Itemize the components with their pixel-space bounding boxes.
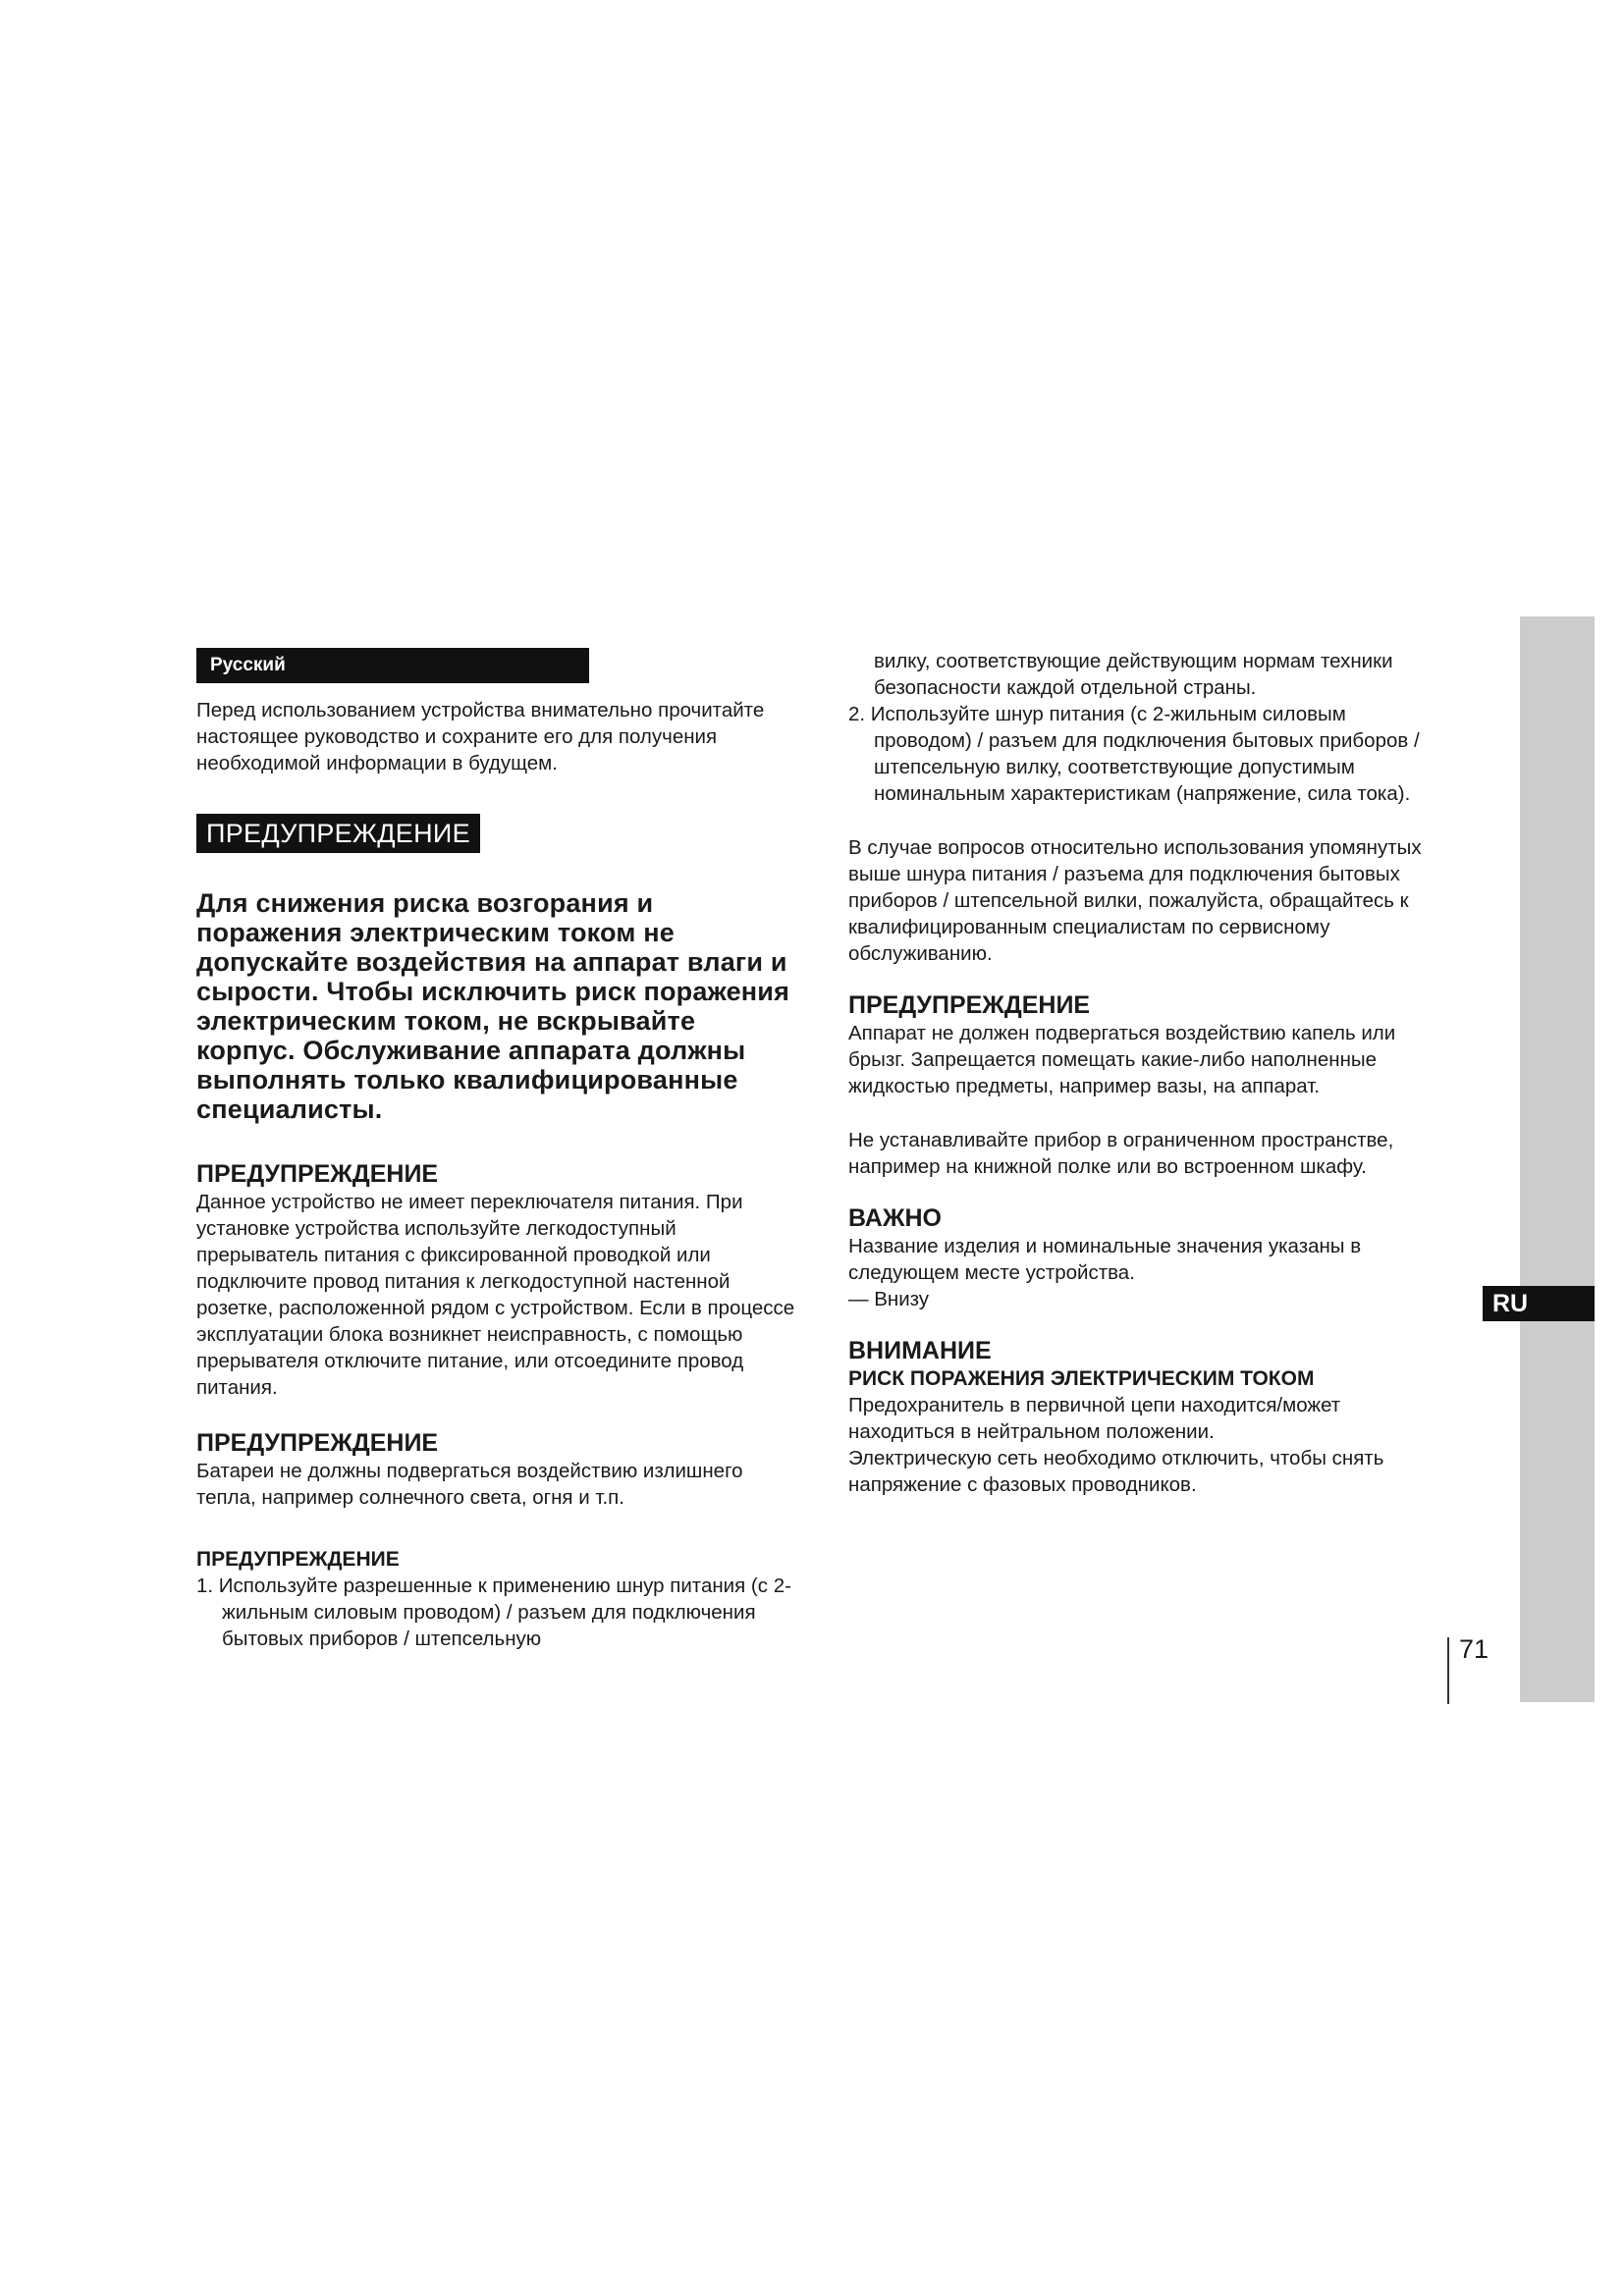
page-number: 71	[1459, 1634, 1489, 1664]
language-tab: RU	[1483, 1286, 1595, 1321]
page-number-rule	[1447, 1637, 1449, 1704]
list-item: 2. Используйте шнур питания (с 2-жильным силовым проводом) / разъем для подключения бытовых приборов / штепсельную вилку, соответствующие допустимым номинальным характеристикам (напряжение, сила тока).	[848, 703, 1420, 805]
section-heading: ВАЖНО	[848, 1204, 942, 1232]
list-item-continuation: вилку, соответствующие действующим нормам техники безопасности каждой отдельной страны.	[874, 650, 1393, 699]
list-item: 1. Используйте разрешенные к применению шнур питания (с 2-жильным силовым проводом) / разъем для подключения бытовых приборов / штепсельную	[196, 1575, 791, 1650]
section-heading: ПРЕДУПРЕЖДЕНИЕ	[196, 1548, 400, 1571]
power-cord-list	[196, 1573, 795, 1652]
section-location: — Внизу	[848, 1288, 930, 1310]
section-text: Аппарат не должен подвергаться воздействию капель или брызг. Запрещается помещать какие-либо наполненные жидкостью предметы, например вазы, на аппарат.	[848, 1022, 1396, 1097]
language-header: Русский	[196, 648, 589, 683]
section-text: Предохранитель в первичной цепи находится/может находиться в нейтральном положении.	[848, 1394, 1341, 1443]
section-heading: ПРЕДУПРЕЖДЕНИЕ	[196, 1160, 439, 1188]
warning-bold-text: Для снижения риска возгорания и поражения электрическим током не допускайте воздействия на аппарат влаги и сырости. Чтобы исключить риск поражения электрическим током, не вскрывайте корпус. Обслуживание аппарата должны выполнять только квалифицированные специалисты.	[196, 888, 790, 1124]
section-subheading: РИСК ПОРАЖЕНИЯ ЭЛЕКТРИЧЕСКИМ ТОКОМ	[848, 1367, 1315, 1390]
left-column	[196, 648, 795, 1652]
section-text: Электрическую сеть необходимо отключить, чтобы снять напряжение с фазовых проводников.	[848, 1447, 1384, 1496]
intro-text: Перед использованием устройства внимательно прочитайте настоящее руководство и сохраните его для получения необходимой информации в будущем.	[196, 699, 765, 774]
warning-box-heading: ПРЕДУПРЕЖДЕНИЕ	[196, 814, 480, 853]
section-power-switch	[196, 1159, 795, 1401]
section-important	[848, 1203, 1447, 1312]
section-text: Данное устройство не имеет переключателя питания. При установке устройства используйте легкодоступный прерыватель питания с фиксированной проводкой или подключите провод питания к легкодоступной настенной розетке, расположенной рядом с устройством. Если в процессе эксплуатации блока возникнет неисправность, с помощью прерывателя отключите питание, или отсоедините провод питания.	[196, 1191, 795, 1399]
section-text: Не устанавливайте прибор в ограниченном пространстве, например на книжной полке или во встроенном шкафу.	[848, 1129, 1394, 1178]
right-column	[848, 648, 1447, 1498]
power-cord-note: В случае вопросов относительно использования упомянутых выше шнура питания / разъема для подключения бытовых приборов / штепсельной вилки, пожалуйста, обращайтесь к квалифицированным специалистам по сервисному обслуживанию.	[848, 836, 1422, 965]
side-strip	[1520, 616, 1595, 1702]
section-heading: ПРЕДУПРЕЖДЕНИЕ	[848, 991, 1091, 1019]
section-heading: ПРЕДУПРЕЖДЕНИЕ	[196, 1429, 439, 1457]
section-text: Батареи не должны подвергаться воздействию излишнего тепла, например солнечного света, огня и т.п.	[196, 1460, 743, 1509]
section-batteries	[196, 1428, 795, 1511]
section-moisture	[848, 990, 1447, 1180]
section-text: Название изделия и номинальные значения указаны в следующем месте устройства.	[848, 1235, 1362, 1284]
section-power-cord	[196, 1546, 795, 1652]
power-cord-list-continued	[848, 701, 1447, 807]
section-heading: ВНИМАНИЕ	[848, 1337, 992, 1364]
section-caution	[848, 1336, 1447, 1498]
